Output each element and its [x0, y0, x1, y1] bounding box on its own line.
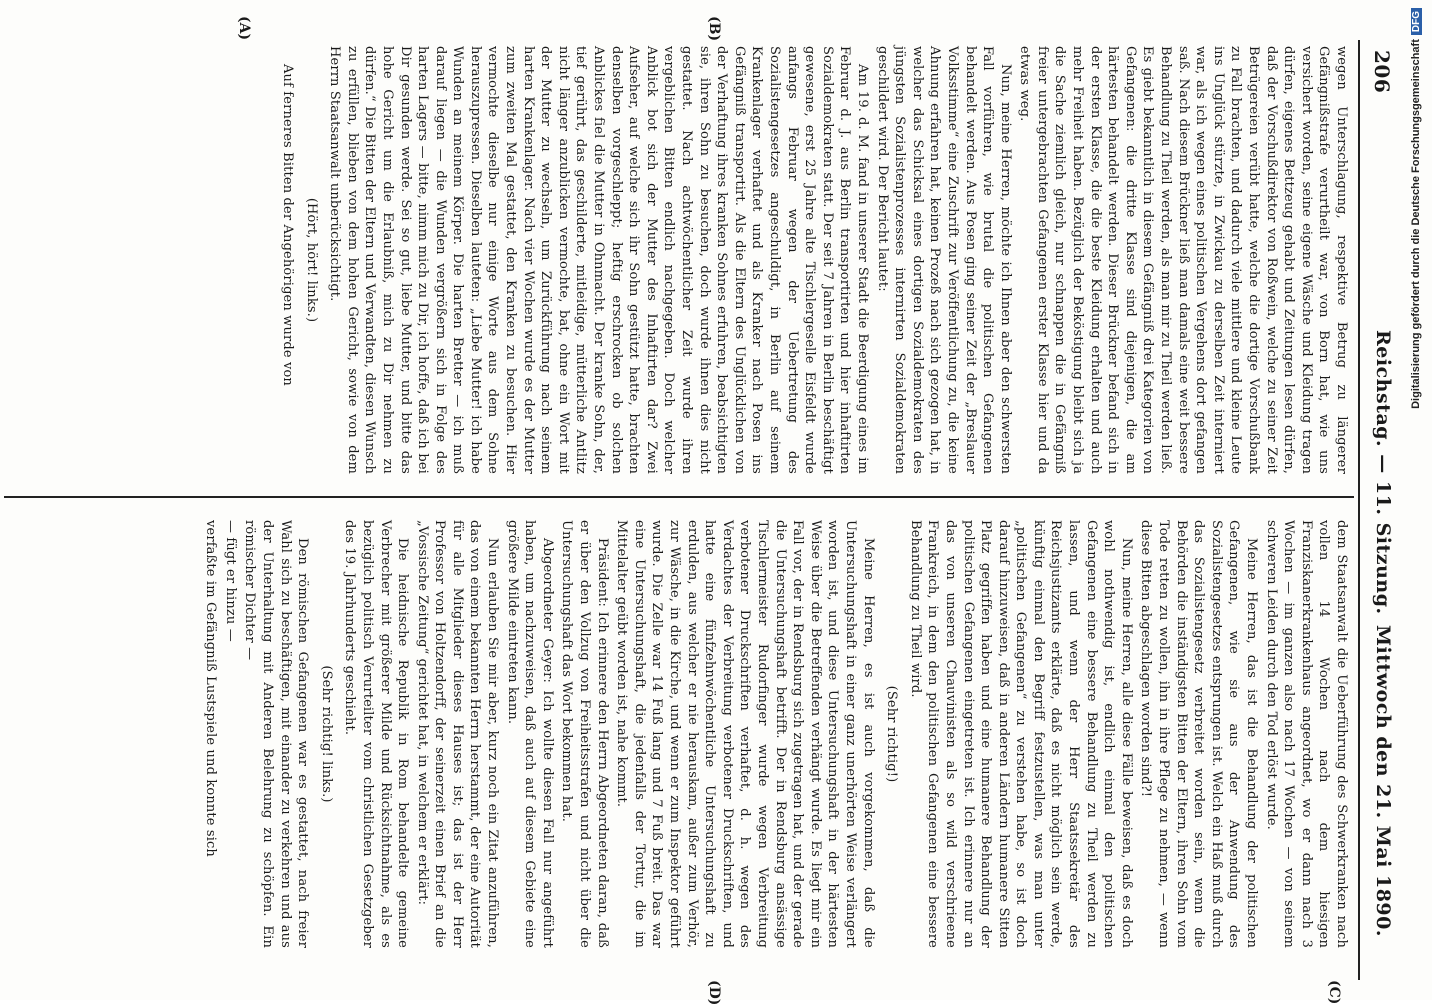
left-column	[276, 46, 1350, 474]
quotation: Die heidnische Republik in Rom behandelte gemeine Verbrecher mit größerer Milde und Rücksichtnahme, als es bezüglich politisch Verurteilter vom christlichen Gesetzgeber des 19. Jahrhunderts geschieht.	[342, 520, 411, 948]
paragraph: verfaßte im Gefängniß Lustspiele und konnte sich	[203, 520, 219, 857]
page-number: 206	[1370, 50, 1394, 94]
paragraph: Meine Herren, es ist auch vorgekommen, daß die Untersuchungshaft in einer ganz unerhörten Weise verlängert worden ist, und diese Untersuchungshaft in der härtesten Weise über die Betreffenden verhängt wurde. Es liegt mir ein Fall vor, der in Rendsburg sich zugetragen hat, und der gerade die Untersuchungshaft betrifft. Der in Rendsburg ansässige Tischlermeister Rudorfinger wurde wegen Verbreitung verbotener Druckschriften verhaftet, d. h. wegen des Verdachtes der Verbreitung verbotener Druckschriften, und hatte eine fünfzehnwöchentliche Untersuchungshaft zu erdulden, aus welcher er nie herauskam, außer zum Verhör, zur Wäsche, in die Kirche, und wenn er zum Inspektor geführt wurde. Die Zelle war 14 Fuß lang und 7 Fuß breit. Das war eine Untersuchungshaft, die jedenfalls der Tortur, die im Mittelalter geübt worden ist, nahe kommt.	[614, 520, 876, 948]
paragraph: wegen Unterschlagung, respektive Betrug zu längerer Gefängnißstrafe verurtheilt war, von Born hat, wie uns versichert worden, seine eigene Wäsche und Kleidung tragen dürfen, eigenes Bettzeug gehabt und Zeitungen lesen dürfen, daß der Vorschußdirektor von Roßwein, welche zu seiner Zeit Betrügereien verübt hatte, welche die dortige Vorschußbank zu Fall brachten, und dadurch viele mittlere und kleine Leute ins Unglück stürzte, in Zwickau zu derselben Zeit interniert war, als ich wegen eines politischen Vergehens dort gefangen saß. Nach diesem Brückner ließ man damals eine weit bessere Behandlung zu Theil werden, als man mir zu Theil werden ließ. Es giebt bekanntlich in diesem Gefängniß drei Kategorien von Gefangenen: die dritte Klasse sind diejenigen, die am härtesten behandelt werden. Dieser Brückner befand sich in der ersten Klasse, die die beste Kleidung erhalten und auch mehr Freiheit haben. Bezüglich der Beköstigung bleibt sich ja die Sache ziemlich gleich, nur schnappen die in Gefängniß freier untergebrachten Gefangenen erster Klasse hier und da etwas weg.	[1017, 46, 1349, 474]
margin-marker-c: (C)	[1326, 980, 1342, 1005]
margin-marker-b: (B)	[706, 16, 722, 42]
right-column	[200, 520, 1350, 948]
header-rule	[1358, 40, 1360, 980]
paragraph: dem Staatsanwalt die Ueberführung des Schwerkranken nach vollen 14 Wochen nach dem hiesigen Franziskanerkrankenhaus angeordnet, wo er dann nach 3 Wochen — im ganzen also nach 17 Wochen — von seinem schweren Leiden durch den Tod erlöst wurde.	[1263, 520, 1349, 948]
paragraph: Auf ferneres Bitten der Angehörigen wurde von	[279, 64, 295, 386]
interjection: (Sehr richtig! links.)	[318, 665, 334, 803]
paragraph: Nun, meine Herren, möchte ich Ihnen aber den schwersten Fall vorführen, wie brutal die politischen Gefangenen behandelt werden. Aus Posen ging seiner Zeit der „Breslauer Volksstimme“ eine Zuschrift zur Veröffentlichung zu, die keine Ahnung erfahren hat, keinen Prozeß nach sich gezogen hat, in welcher das Schicksal eines dortigen Sozialdemokraten des jüngsten Sozialistenprozesses internirten Sozialdemokraten geschildert wird. Der Bericht lautet:	[874, 46, 1013, 474]
paragraph: Am 19. d. M. fand in unserer Stadt die Beerdigung eines im Februar d. J. aus Berlin transportirten und hier inhaftirten Sozialdemokraten statt. Der seit 7 Jahren in Berlin beschäftigt gewesene, erst 25 Jahre alte Tischlergeselle Eisfeldt wurde anfangs Februar wegen der Uebertretung des Sozialistengesetzes angeschuldigt, in Berlin auf seinem Krankenlager verhaftet und als Kranker nach Posen ins Gefängniß transportirt. Als die Eltern des Unglücklichen von der Verhaftung ihres kranken Sohnes erfuhren, beabsichtigten sie, ihren Sohn zu besuchen, doch wurde ihnen dies nicht gestattet. Nach achtwöchentlicher Zeit wurde ihren vergeblichen Bitten endlich nachgegeben. Doch welcher Anblick bot sich der Mutter des Inhaftirten dar? Zwei Aufseher, auf welche sich ihr Sohn gestützt hatte, brachten denselben vorgeschleppt; heftig erschrocken ob solchen Anblickes fiel die Mutter in Ohnmacht. Der kranke Sohn, der, tief gerührt, das geschilderte, mitleidige, mütterliche Antlitz nicht länger anzublicken vermochte, bat, ohne ein Wort mit der Mutter zu wechseln, um Zurückführung nach seinem harten Krankenlager. Nach vier Wochen wurde es der Mutter zum zweiten Mal gestattet, den Kranken zu besuchen. Hier vermochte dieselbe nur einige Worte aus dem Sohne herauszupressen. Dieselben lauteten: „Liebe Mutter! ich habe Wunden an meinem Körper. Die harten Bretter — ich muß darauf liegen — die Wunden vergrößern sich in Folge des harten Lagers — bitte, nimm mich zu Dir, ich hoffe, daß ich bei Dir gesunden werde. Sei so gut, liebe Mutter, und bitte das hohe Gericht um die Erlaubniß, mich zu Dir nehmen zu dürfen.“ Die Bitten der Eltern und Verwandten, diesen Wunsch zu erfüllen, blieben von dem hohen Gericht, sowie von dem Herrn Staatsanwalt unberücksichtigt.	[327, 46, 870, 474]
session-title: Reichstag. — 11. Sitzung.	[1372, 330, 1394, 615]
interjection: (Sehr richtig!)	[884, 685, 900, 783]
date-title: Mittwoch den 21. Mai 1890.	[1372, 625, 1394, 937]
column-divider	[4, 496, 1354, 498]
paragraph: Nun erlauben Sie mir aber, kurz noch ein Zitat anzuführen, das von einem bekannten Herrn herstammt, der eine Autorität für alle Mitglieder dieses Hauses ist; das ist der Herr Professor von Holtzendorff, der seinerzeit einen Brief an die „Vossische Zeitung“ gerichtet hat, in welchem er erklärt:	[414, 520, 501, 948]
paragraph: Meine Herren, das ist die Behandlung der politischen Gefangenen, wie sie aus der Anwendung des Sozialistengesetzes entsprungen ist. Welch ein Haß muß durch das Sozialistengesetz verbreitet worden sein, wenn die Behörden die inständigsten Bitten der Eltern, ihren Sohn vom Tode retten zu wollen, ihn in ihre Pflege zu nehmen, — wenn diese Bitten abgeschlagen worden sind?!	[1138, 520, 1260, 948]
digitization-footer	[1400, 0, 1432, 1000]
speaker-paragraph: Präsident: Ich erinnere den Herrn Abgeordneten daran, daß er über den Vollzug von Freiheitsstrafen und nicht über die Untersuchungshaft das Wort bekommen hat.	[559, 520, 610, 948]
footer-text: Digitalisierung gefördert durch die Deutsche Forschungsgemeinschaft	[1410, 39, 1422, 409]
margin-marker-a: (A)	[236, 16, 252, 41]
paragraph: Nun, meine Herren, alle diese Fälle beweisen, daß es doch wohl nothwendig ist, endlich einmal den politischen Gefangenen eine bessere Behandlung zu Theil werden zu lassen, und wenn der Herr Staatssekretär des Reichsjustizamts erklärte, daß es nicht möglich sein werde, künftig einmal den Begriff festzustellen, was man unter „politischen Gefangenen“ zu verstehen habe, so ist doch darauf hinzuweisen, daß in anderen Ländern humanere Sitten Platz gegriffen haben und eine humanere Behandlung der politischen Gefangenen eingetreten ist. Ich erinnere nur an das von unseren Chauvinisten als so wild verschrieene Frankreich, in dem den politischen Gefangenen eine bessere Behandlung zu Theil wird.	[907, 520, 1134, 948]
paragraph: — fügt er hinzu —	[222, 520, 238, 642]
margin-marker-d: (D)	[706, 980, 722, 1005]
dfg-logo: DFG	[1411, 8, 1422, 35]
speaker-paragraph: Abgeordneter Geyer: Ich wollte diesen Fall nur angeführt haben, um nachzuweisen, daß auch auf diesem Gebiete eine größere Milde eintreten kann.	[504, 520, 555, 948]
interjection: (Hört, hört! links.)	[303, 197, 319, 323]
paragraph: Den römischen Gefangenen war es gestattet, nach freier Wahl sich zu beschäftigen, mit einander zu verkehren und aus der Unterhaltung mit Anderen Belehrung zu schöpfen. Ein römischer Dichter —	[242, 520, 311, 948]
